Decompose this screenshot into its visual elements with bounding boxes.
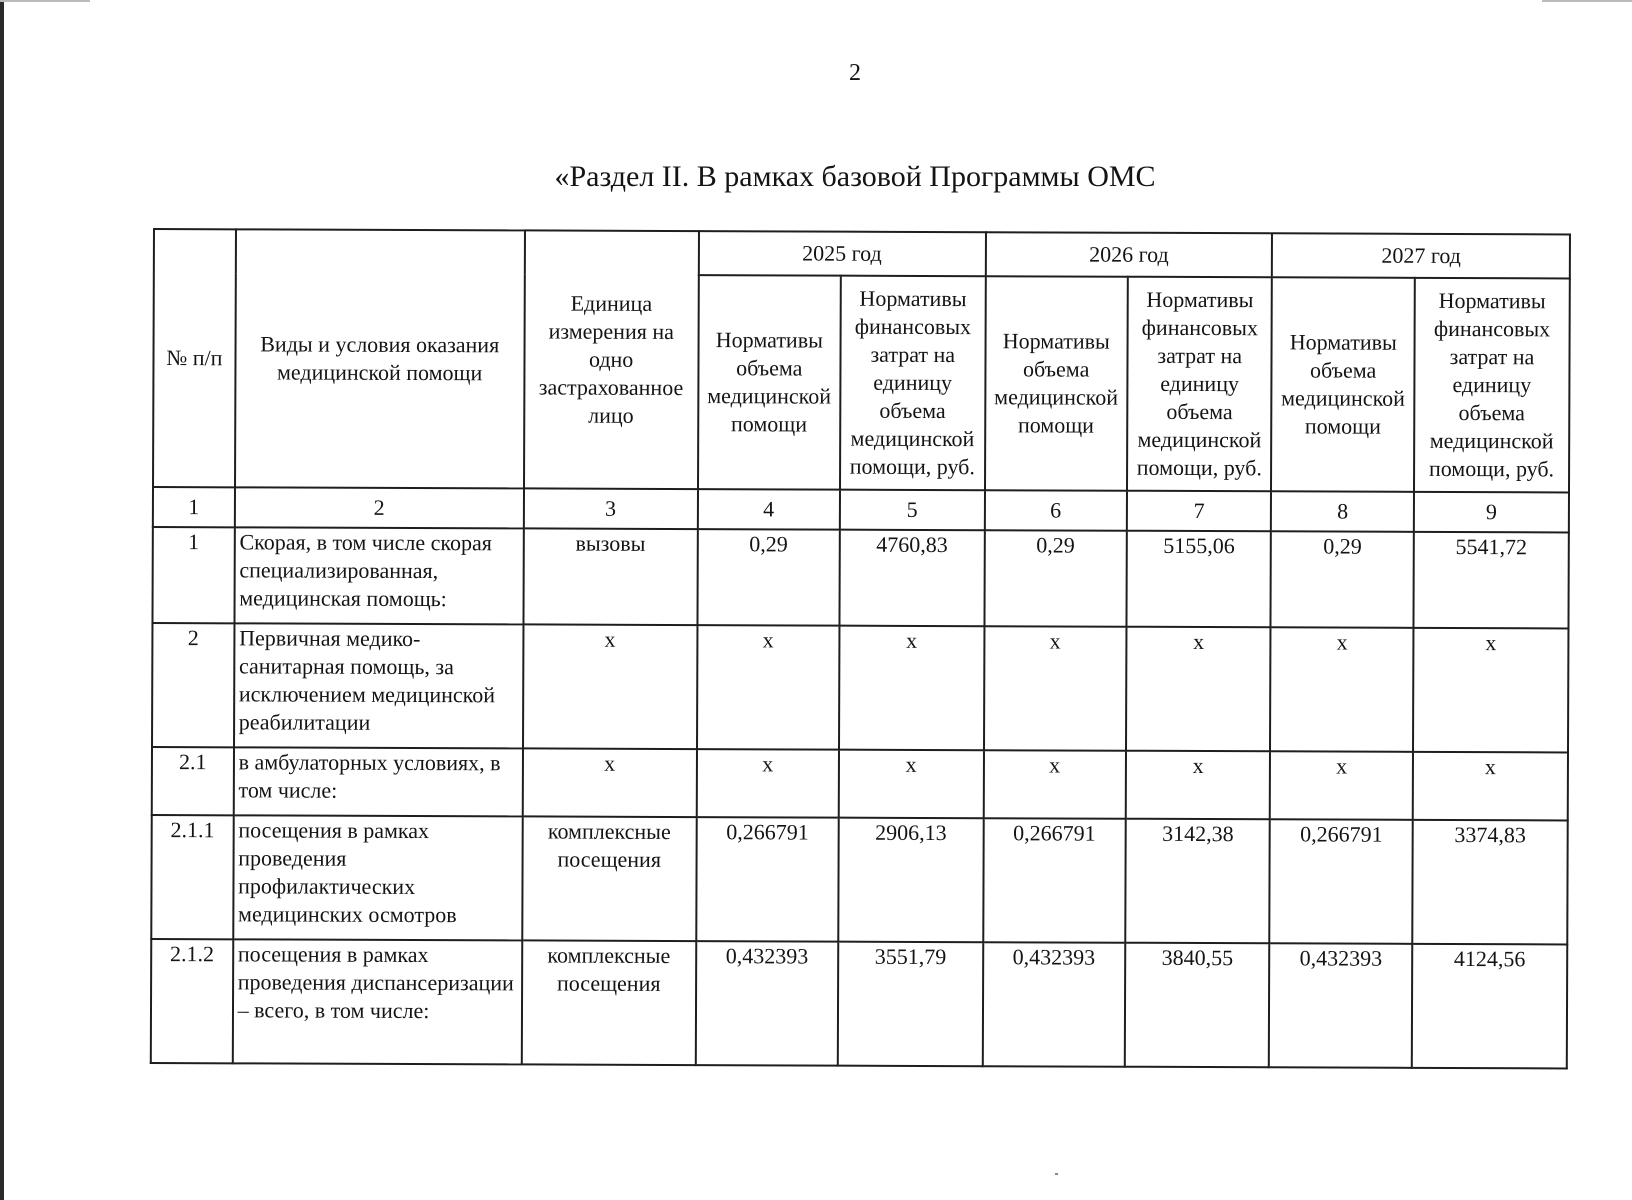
table-row [152,747,1568,820]
column-number: 8 [1271,491,1414,532]
cost-2026: 3840,55 [1125,943,1270,1068]
page-number: 2 [849,60,861,86]
volume-2025: х [696,749,839,818]
row-unit: комплексные посещения [522,816,696,941]
volume-2027: 0,266791 [1270,819,1413,944]
scan-mark [0,0,90,2]
volume-2026: 0,29 [984,530,1127,627]
column-number: 1 [153,487,235,527]
scan-mark [1542,0,1632,2]
volume-2026: 0,266791 [983,818,1126,943]
header-volume-2027: Нормативы объема медицинской помощи [1271,277,1414,492]
column-number: 2 [235,487,524,528]
row-name: в амбулаторных условиях, в том числе: [233,747,522,816]
volume-2027: 0,29 [1271,531,1414,628]
table-row [151,815,1567,944]
volume-2026: 0,432393 [982,942,1125,1067]
table-container [150,228,1571,1069]
column-number: 5 [840,490,985,531]
volume-2025: 0,266791 [696,817,839,942]
row-name: Первичная медико-санитарная помощь, за исключением медицинской реабилитации [234,623,524,748]
row-number: 2 [152,623,234,747]
table-row [152,527,1568,628]
volume-2026: х [983,750,1126,819]
cost-2027: х [1413,752,1568,821]
header-row-years [154,229,1570,278]
row-unit: х [523,624,697,749]
header-volume-2026: Нормативы объема медицинской помощи [985,276,1128,491]
table-row [151,939,1567,1068]
row-number: 1 [152,527,234,623]
cost-2025: 3551,79 [838,942,983,1067]
header-cost-2027: Нормативы финансовых затрат на единицу объема медицинской помощи, руб. [1414,278,1570,493]
header-year-2026: 2026 год [985,232,1272,277]
cost-2025: х [839,626,984,751]
row-name: посещения в рамках проведения диспансеризации – всего, в том числе: [232,939,522,1064]
row-unit: комплексные посещения [522,940,696,1065]
cost-2026: 3142,38 [1125,819,1270,944]
header-unit: Единица измерения на одно застрахованное лицо [524,230,699,489]
cost-2025: 2906,13 [838,818,983,943]
volume-2025: 0,29 [697,529,840,626]
volume-2027: х [1270,751,1413,820]
cost-2027: 3374,83 [1412,820,1568,945]
cost-2027: х [1413,628,1569,753]
volume-2025: 0,432393 [695,941,838,1066]
column-number: 7 [1127,491,1272,532]
column-number: 6 [984,490,1127,531]
row-name: Скорая, в том числе скорая специализированная, медицинская помощь: [234,527,523,624]
header-volume-2025: Нормативы объема медицинской помощи [698,275,841,490]
column-number: 4 [697,489,840,530]
volume-2026: х [984,626,1127,751]
column-number: 9 [1414,492,1569,533]
row-unit: вызовы [523,528,697,625]
cost-2027: 4124,56 [1412,944,1568,1069]
volume-2025: х [697,625,840,750]
standards-table [150,228,1571,1069]
cost-2027: 5541,72 [1413,532,1568,629]
row-number: 2.1.1 [151,815,233,939]
row-unit: х [522,748,696,817]
volume-2027: 0,432393 [1269,943,1412,1068]
volume-2027: х [1270,627,1413,752]
scan-speck [1055,1173,1058,1175]
header-cost-2025: Нормативы финансовых затрат на единицу объема медицинской помощи, руб. [840,276,985,491]
cost-2026: х [1126,627,1271,752]
header-no: № п/п [153,229,236,487]
cost-2025: х [839,750,984,819]
header-year-2025: 2025 год [698,231,985,276]
column-number: 3 [524,488,698,529]
table-row [152,623,1568,752]
section-title: «Раздел II. В рамках базовой Программы ОМС [554,160,1156,193]
header-year-2027: 2027 год [1272,233,1570,278]
column-number-row [153,487,1569,532]
header-cost-2026: Нормативы финансовых затрат на единицу объема медицинской помощи, руб. [1127,277,1272,492]
cost-2026: х [1126,751,1271,820]
cost-2025: 4760,83 [839,530,984,627]
header-kind: Виды и условия оказания медицинской помощи [235,229,525,488]
cost-2026: 5155,06 [1126,531,1271,628]
row-number: 2.1 [152,747,234,815]
row-number: 2.1.2 [151,939,233,1063]
row-name: посещения в рамках проведения профилактических медицинских осмотров [233,815,523,940]
